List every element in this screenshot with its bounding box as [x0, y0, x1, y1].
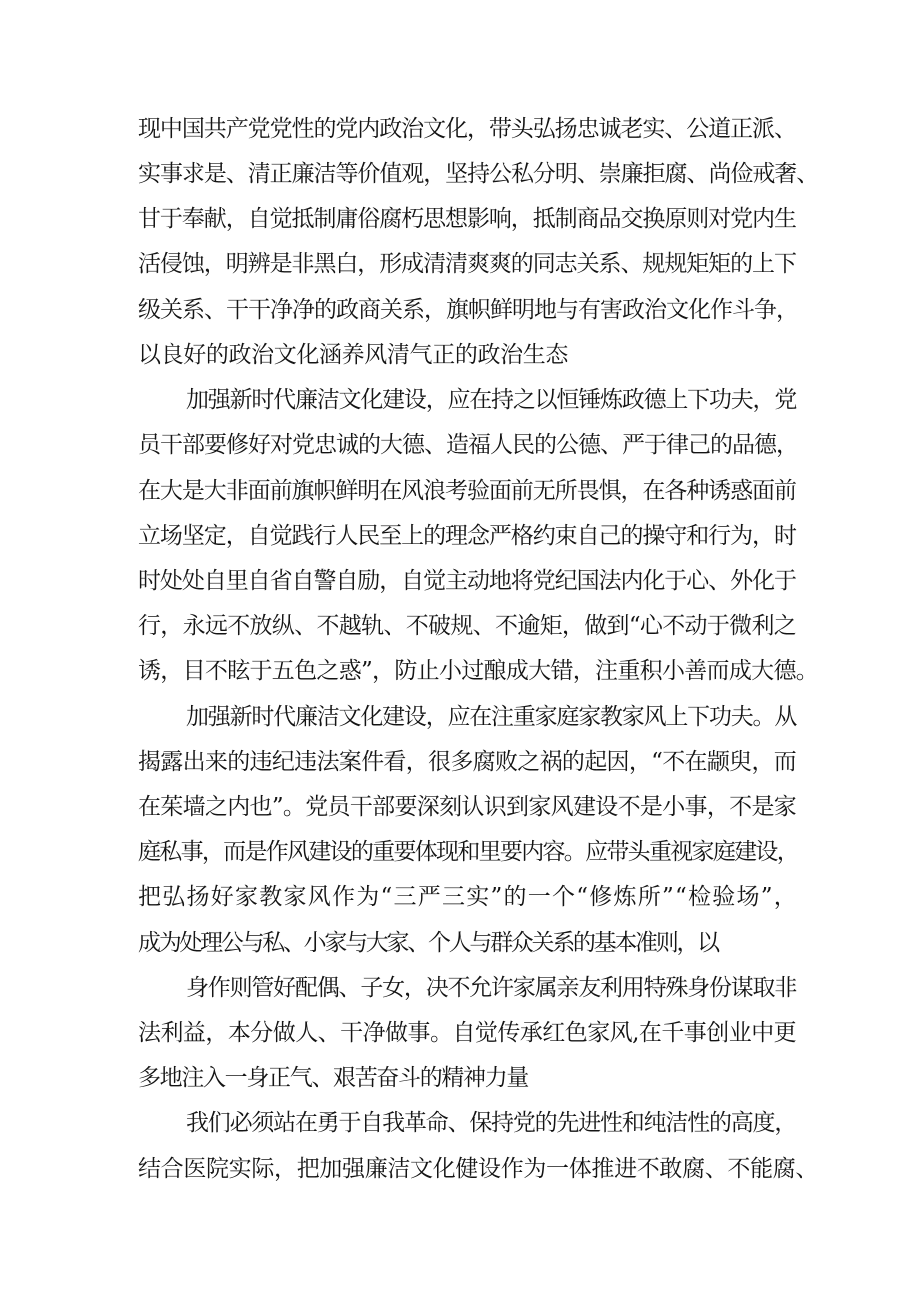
text-line: 时处处自里自省自警自励，自觉主动地将党纪国法内化于心、外化于: [138, 568, 796, 594]
text-line: 身作则管好配偶、子女，决不允许家属亲友利用特殊身份谋取非: [186, 975, 797, 1001]
text-line: 现中国共产党党性的党内政治文化，带头弘扬忠诚老实、公道正派、: [138, 116, 796, 142]
text-line: 揭露出来的违纪违法案件看，很多腐败之祸的起因，“不在颛臾，而: [138, 749, 797, 775]
text-line: 行，永远不放纵、不越轨、不破规、不逾矩，做到“心不动于微利之: [138, 613, 797, 639]
text-line: 立场坚定，自觉践行人民至上的理念严格约束自己的操守和行为，时: [138, 523, 796, 549]
text-line: 以良好的政治文化涵养风清气正的政治生态: [138, 342, 568, 368]
text-line: 活侵蚀，明辨是非黑白，形成清清爽爽的同志关系、规规矩矩的上下: [138, 251, 796, 277]
text-line: 加强新时代廉洁文化建设，应在持之以恒锤炼政德上下功夫，党: [186, 387, 797, 413]
text-line: 结合医院实际，把加强廉洁文化健设作为一体推进不敢腐、不能腐、: [138, 1156, 819, 1182]
text-line: 在大是大非面前旗帜鲜明在风浪考验面前无所畏惧，在各种诱惑面前: [138, 478, 796, 504]
text-line: 加强新时代廉洁文化建设，应在注重家庭家教家风上下功夫。从: [186, 704, 797, 730]
text-line: 把弘扬好家教家风作为“三严三实”的一个“修炼所”“检验场”，: [138, 884, 799, 910]
text-line: 成为处理公与私、小家与大家、个人与群众关系的基本准则，以: [138, 930, 718, 956]
text-line: 我们必须站在勇于自我革命、保持党的先进性和纯洁性的高度，: [186, 1110, 797, 1136]
text-line: 级关系、干干净净的政商关系，旗帜鲜明地与有害政治文化作斗争，: [138, 297, 798, 323]
text-line: 庭私事，而是作风建设的重要体现和里要内容。应带头重视家庭建设，: [138, 839, 798, 865]
text-line: 法利益，本分做人、干净做事。自觉传承红色家风,在千事创业中更: [138, 1020, 797, 1046]
text-line: 多地注入一身正气、艰苦奋斗的精神力量: [138, 1065, 529, 1091]
text-line: 在茱墙之内也”。党员干部要深刻认识到家风建设不是小事，不是家: [138, 794, 797, 820]
text-line: 实事求是、清正廉洁等价值观，坚持公私分明、崇廉拒腐、尚俭戒奢、: [138, 161, 819, 187]
text-line: 员干部要修好对党忠诚的大德、造福人民的公德、严于律己的品德，: [138, 432, 798, 458]
text-line: 诱，目不眩于五色之惑”，防止小过酿成大错，注重积小善而成大德。: [138, 658, 819, 684]
text-line: 甘于奉献，自觉抵制庸俗腐朽思想影响，抵制商品交换原则对党内生: [138, 206, 796, 232]
